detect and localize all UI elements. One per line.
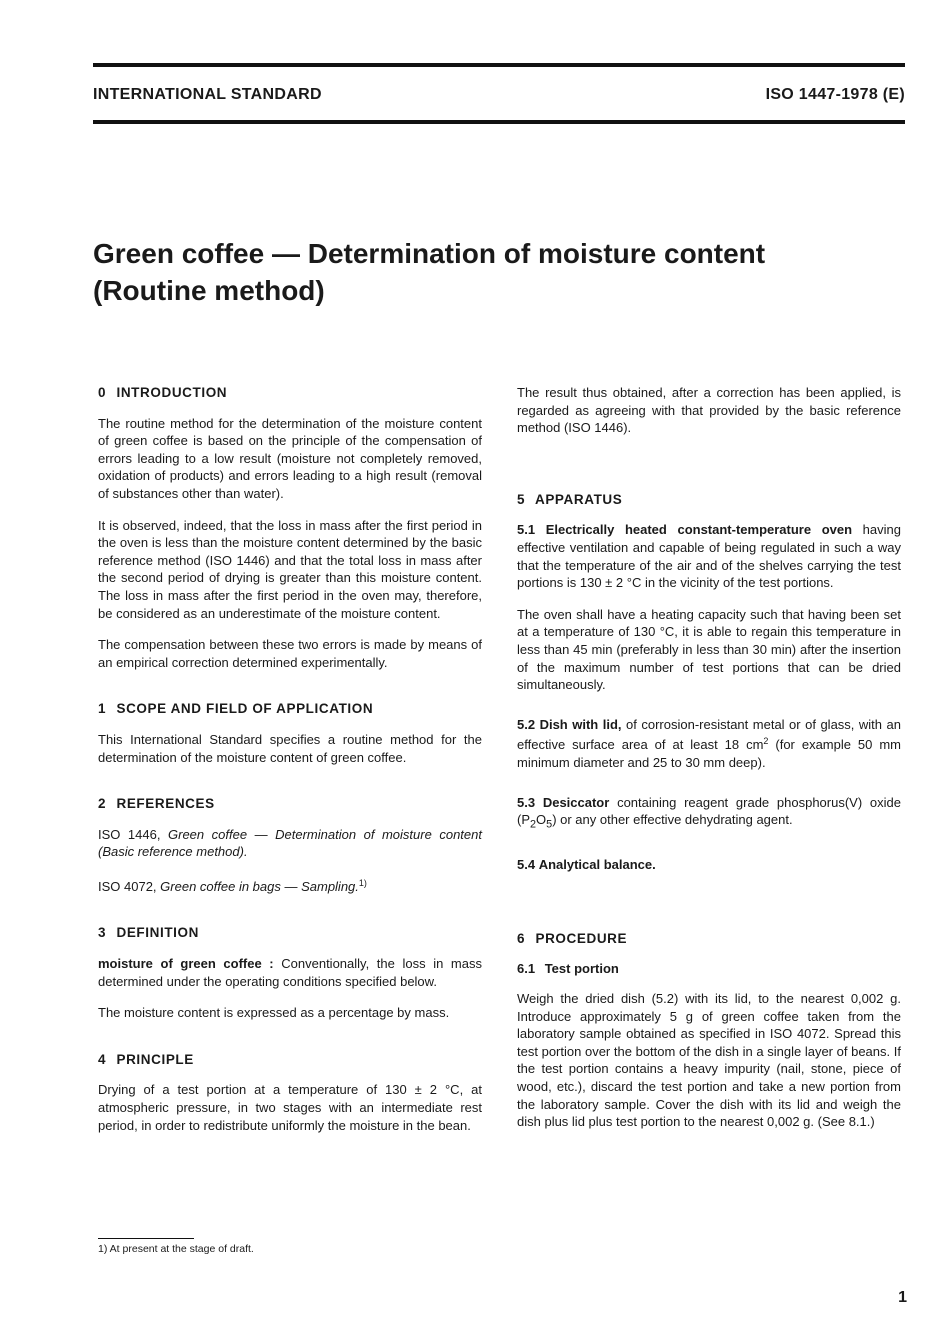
section-title: DEFINITION — [116, 925, 199, 941]
intro-paragraph-3: The compensation between these two errors is made by means of an empirical correction determined experimentally. — [98, 637, 482, 670]
intro-paragraph-1: The routine method for the determination of the moisture content of green coffee is based on the principle of the compensation of errors leading to a low result (moisture not completely removed, oxidation of products) and errors leading to a high result (removal of substances other than water). — [98, 415, 482, 501]
section-title: INTRODUCTION — [116, 385, 228, 400]
item-number: 5.2 — [517, 716, 536, 732]
subsection-title: Test portion — [544, 961, 619, 977]
item-title: Analytical balance. — [538, 857, 656, 873]
section-heading-procedure — [517, 930, 901, 948]
item-title: Desiccator — [542, 794, 610, 810]
subsection-heading-test-portion — [517, 960, 901, 978]
item-text: of corrosion-resistant metal or of glass, with an effective surface area of at least 18 cm — [517, 716, 901, 753]
item-title: Dish with lid, — [539, 716, 622, 732]
section-number: 2 — [98, 796, 107, 812]
subscript: 5 — [546, 818, 553, 831]
reference-iso-4072 — [98, 875, 482, 896]
apparatus-item-balance — [517, 856, 901, 874]
superscript: 2 — [763, 736, 769, 747]
document-type: INTERNATIONAL STANDARD — [93, 86, 322, 103]
section-number: 5 — [517, 491, 526, 507]
section-title: REFERENCES — [116, 796, 215, 812]
item-text: (for example 50 mm minimum diameter and 25 to 30 mm deep). — [517, 737, 901, 770]
section-number: 6 — [517, 930, 526, 946]
item-text: ) or any other effective dehydrating agent. — [552, 812, 793, 828]
apparatus-oven-capacity: The oven shall have a heating capacity such that having been set at a temperature of 130 °C, it is able to regain this temperature in less than 45 min (preferably in less than 30 min) after the insertion of the maximum number of test portions that can be dried simultaneously. — [517, 606, 901, 693]
apparatus-item-dish — [517, 716, 901, 772]
reference-code: ISO 4072, — [98, 878, 157, 894]
section-title: SCOPE AND FIELD OF APPLICATION — [116, 701, 374, 717]
section-number: 3 — [98, 925, 107, 941]
left-column — [98, 384, 482, 1148]
definition-text: Conventionally, the loss in mass determined under the operating conditions specified below. — [98, 956, 482, 989]
standard-number: ISO 1447-1978 (E) — [765, 86, 905, 103]
section-heading-principle — [98, 1051, 482, 1069]
apparatus-item-oven — [517, 521, 901, 591]
page-title — [93, 235, 893, 309]
reference-iso-1446 — [98, 826, 482, 861]
definition-paragraph-2: The moisture content is expressed as a percentage by mass. — [98, 1005, 450, 1021]
item-text: containing reagent grade phosphorus(V) oxide (P — [517, 794, 901, 828]
title-line-1: Green coffee — Determination of moisture content — [93, 238, 766, 269]
section-heading-introduction — [98, 384, 482, 402]
item-number: 5.4 — [517, 857, 536, 873]
footnote-marker: 1) — [358, 877, 367, 888]
scope-paragraph: This International Standard specifies a routine method for the determination of the moisture content of green coffee. — [98, 731, 482, 765]
defined-term: moisture of green coffee : — [98, 956, 274, 972]
footnote-rule — [98, 1238, 194, 1239]
subscript: 2 — [530, 818, 537, 831]
item-number: 5.1 — [517, 522, 536, 538]
reference-code: ISO 1446, — [98, 826, 161, 842]
reference-title: Green coffee in bags — Sampling. — [160, 878, 359, 894]
item-title: Electrically heated constant-temperature oven — [545, 522, 853, 538]
section-number: 4 — [98, 1051, 107, 1067]
item-text: having effective ventilation and capable of being regulated in such a way that the temperature of the air and of the shelves carrying the test portions is 130 ± 2 °C in the vicinity of the test portions. — [517, 522, 901, 591]
intro-paragraph-4: The result thus obtained, after a correction has been applied, is regarded as agreeing with that provided by the basic reference method (ISO 1446). — [517, 385, 901, 436]
intro-paragraph-2: It is observed, indeed, that the loss in mass after the first period in the oven is less than the moisture content determined by the basic reference method (ISO 1446) and that the total loss in mass after the second period of drying is greater than this moisture content. The loss in mass after the first period in the oven may, therefore, be considered as an underestimate of the moisture content. — [98, 517, 482, 621]
section-heading-apparatus — [517, 491, 901, 509]
principle-paragraph: Drying of a test portion at a temperature of 130 ± 2 °C, at atmospheric pressure, in two stages with an intermediate rest period, in order to redistribute uniformly the moisture in the bean. — [98, 1082, 482, 1133]
reference-title: Green coffee — Determination of moisture content (Basic reference method). — [98, 826, 482, 860]
header-top-rule — [93, 63, 905, 67]
section-title: PRINCIPLE — [116, 1051, 194, 1067]
section-number: 0 — [98, 385, 107, 400]
item-number: 5.3 — [517, 794, 536, 810]
page-number: 1 — [898, 1289, 907, 1306]
right-column — [517, 384, 901, 1145]
apparatus-item-desiccator — [517, 794, 901, 835]
section-heading-references — [98, 795, 482, 813]
item-text: O — [536, 812, 547, 828]
section-number: 1 — [98, 701, 107, 717]
subsection-number: 6.1 — [517, 961, 536, 977]
section-title: APPARATUS — [534, 491, 623, 507]
definition-paragraph — [98, 955, 482, 990]
header-bottom-rule — [93, 120, 905, 124]
section-heading-definition — [98, 924, 482, 942]
test-portion-paragraph: Weigh the dried dish (5.2) with its lid, to the nearest 0,002 g. Introduce approximately 5 g of green coffee taken from the laboratory sample obtained as specified in ISO 4072. Spread this test portion over the bottom of the dish in a single layer of beans. If the test portion contains a heavy impurity (nail, stone, piece of wood, etc.), discard the test portion and take a new portion from the laboratory sample. Cover the dish with its lid and weigh the dish plus lid plus test portion to the nearest 0,002 g. (See 8.1.) — [517, 991, 901, 1130]
section-title: PROCEDURE — [535, 930, 628, 946]
footnote: 1) At present at the stage of draft. — [98, 1243, 254, 1255]
section-heading-scope — [98, 700, 482, 718]
title-line-2: (Routine method) — [93, 275, 325, 306]
